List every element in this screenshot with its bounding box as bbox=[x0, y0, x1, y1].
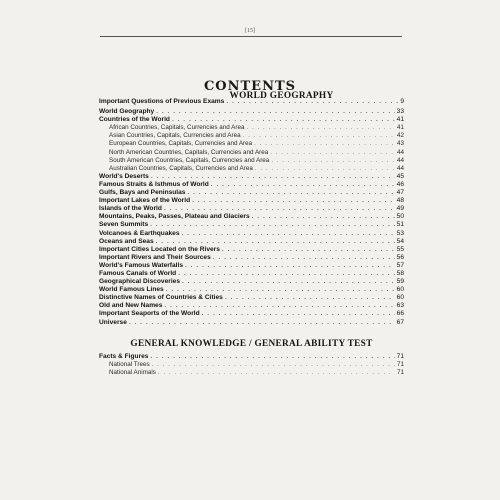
toc-entry-label: Countries of the World bbox=[99, 116, 170, 124]
leader-dots bbox=[172, 116, 395, 124]
toc-entry[interactable] bbox=[99, 205, 404, 213]
toc-entry-label: Distinctive Names of Countries & Cities bbox=[99, 294, 223, 302]
toc-entry-label: Volcanoes & Earthquakes bbox=[99, 229, 180, 237]
toc-entry-page: 66 bbox=[396, 310, 404, 318]
toc-entry-label: Seven Summits bbox=[99, 221, 149, 229]
toc-entry-page: 41 bbox=[396, 124, 404, 132]
toc-entry[interactable] bbox=[99, 286, 404, 294]
toc-entry-page: 49 bbox=[396, 205, 404, 213]
leader-dots bbox=[252, 213, 395, 221]
toc-entry-page: 50 bbox=[396, 213, 404, 221]
toc-entry[interactable] bbox=[99, 353, 404, 361]
toc-entry[interactable] bbox=[99, 157, 404, 165]
toc-entry-page: 45 bbox=[396, 172, 404, 180]
header-rule bbox=[100, 36, 402, 37]
leader-dots bbox=[182, 230, 395, 238]
toc-entry-label: World's Famous Waterfalls bbox=[99, 261, 184, 269]
leader-dots bbox=[166, 286, 395, 294]
toc-entry-label: Gulfs, Bays and Peninsulas bbox=[99, 189, 186, 197]
toc-entry-label: World Geography bbox=[99, 108, 155, 116]
leader-dots bbox=[243, 132, 395, 140]
toc-entry-page: 60 bbox=[396, 294, 404, 302]
toc-entry-label: South American Countries, Capitals, Currencies and Area bbox=[109, 156, 270, 164]
toc-entry-label: Mountains, Peaks, Passes, Plateau and Glaciers bbox=[99, 213, 250, 221]
leader-dots bbox=[225, 294, 395, 302]
page-number: [15] bbox=[245, 28, 255, 34]
leader-dots bbox=[202, 310, 395, 318]
toc-entry[interactable] bbox=[99, 221, 404, 229]
toc-entry[interactable] bbox=[99, 262, 404, 270]
toc-entry-page: 71 bbox=[396, 369, 404, 377]
toc-entry-page: 55 bbox=[396, 245, 404, 253]
toc-entry-label: Important Seaports of the World bbox=[99, 310, 200, 318]
toc-entry-page: 43 bbox=[396, 140, 404, 148]
leader-dots bbox=[151, 173, 395, 181]
toc-entry-page: 54 bbox=[396, 237, 404, 245]
leader-dots bbox=[270, 149, 395, 157]
toc-entry-label: Important Lakes of the World bbox=[99, 197, 191, 205]
toc-entry-page: 44 bbox=[396, 156, 404, 164]
toc-entry[interactable] bbox=[99, 310, 404, 318]
toc-entry[interactable] bbox=[99, 278, 404, 286]
toc-entry-page: 67 bbox=[396, 318, 404, 326]
toc-entry[interactable] bbox=[99, 270, 404, 278]
section-heading: WORLD GEOGRAPHY bbox=[229, 91, 334, 101]
toc-entry[interactable] bbox=[99, 230, 404, 238]
leader-dots bbox=[164, 205, 395, 213]
section-heading: GENERAL KNOWLEDGE / GENERAL ABILITY TEST bbox=[130, 338, 373, 349]
toc-entry-label: Important Rivers and Their Sources bbox=[99, 253, 211, 261]
toc-entry[interactable] bbox=[99, 294, 404, 302]
toc-entry-page: 9 bbox=[400, 98, 404, 105]
toc-entry[interactable] bbox=[99, 197, 404, 205]
toc-entry[interactable] bbox=[99, 302, 404, 310]
leader-dots bbox=[152, 361, 395, 369]
toc-entry-page: 71 bbox=[396, 361, 404, 369]
toc-entry-page: 44 bbox=[396, 148, 404, 156]
contents-title: CONTENTS bbox=[203, 79, 297, 94]
toc-entry-label: Famous Straits & Isthmus of World bbox=[99, 180, 209, 188]
toc-entry-label: National Animals bbox=[109, 369, 156, 377]
toc-entry-label: Old and New Names bbox=[99, 302, 163, 310]
toc-entry-page: 58 bbox=[396, 269, 404, 277]
leader-dots bbox=[150, 353, 394, 361]
toc-entry-label: European Countries, Capitals, Currencies and Area bbox=[109, 140, 253, 148]
leader-dots bbox=[246, 124, 395, 132]
leader-dots bbox=[185, 262, 395, 270]
toc-entry[interactable] bbox=[99, 369, 404, 377]
leader-dots bbox=[187, 189, 394, 197]
toc-entry-label: Geographical Discoveries bbox=[99, 278, 180, 286]
toc-entry[interactable] bbox=[99, 124, 404, 132]
toc-entry-page: 33 bbox=[396, 108, 404, 116]
leader-dots bbox=[213, 254, 395, 262]
toc-entry[interactable] bbox=[99, 246, 404, 254]
toc-entry-page: 48 bbox=[396, 197, 404, 205]
toc-entry-page: 59 bbox=[396, 278, 404, 286]
toc-entry-label: Australian Countries, Capitals, Currencies and Area bbox=[109, 164, 253, 172]
toc-entry-page: 44 bbox=[396, 164, 404, 172]
leader-dots bbox=[178, 270, 394, 278]
toc-entry[interactable] bbox=[99, 254, 404, 262]
toc-entry-page: 41 bbox=[396, 116, 404, 124]
toc-entry[interactable] bbox=[99, 173, 404, 181]
toc-entry-page: 46 bbox=[396, 180, 404, 188]
toc-entry-label: Asian Countries, Capitals, Currencies and Area bbox=[109, 132, 241, 140]
toc-entry-page: 51 bbox=[396, 221, 404, 229]
toc-entry-page: 42 bbox=[396, 132, 404, 140]
leader-dots bbox=[156, 108, 394, 116]
toc-entry-label: National Trees bbox=[109, 361, 150, 369]
toc-entry[interactable] bbox=[99, 189, 404, 197]
toc-entry[interactable] bbox=[99, 361, 404, 369]
toc-entry-page: 71 bbox=[396, 353, 404, 361]
toc-entry-label: North American Countries, Capitals, Currencies and Area bbox=[109, 148, 269, 156]
toc-entry-page: 57 bbox=[396, 261, 404, 269]
toc-entry-label: Famous Canals of World bbox=[99, 269, 177, 277]
toc-entry-label: World Famous Lines bbox=[99, 286, 164, 294]
toc-entry-label: Islands of the World bbox=[99, 205, 162, 213]
leader-dots bbox=[150, 221, 395, 229]
toc-entry[interactable] bbox=[99, 319, 404, 327]
toc-entry-page: 63 bbox=[396, 302, 404, 310]
toc-entry-label: Facts & Figures bbox=[99, 353, 149, 361]
leader-dots bbox=[182, 278, 395, 286]
leader-dots bbox=[129, 319, 395, 327]
toc-entry[interactable] bbox=[99, 213, 404, 221]
toc-entry-page: 56 bbox=[396, 253, 404, 261]
toc-entry-label: Universe bbox=[99, 318, 127, 326]
toc-entry-label: Important Questions of Previous Exams bbox=[99, 98, 225, 105]
toc-entry[interactable] bbox=[99, 132, 404, 140]
leader-dots bbox=[271, 157, 395, 165]
toc-entry[interactable] bbox=[99, 181, 404, 189]
toc-entry-label: Important Cities Located on the Rivers bbox=[99, 245, 220, 253]
leader-dots bbox=[211, 181, 395, 189]
toc-entry[interactable] bbox=[99, 165, 404, 173]
toc-entry-label: African Countries, Capitals, Currencies and Area bbox=[109, 124, 245, 132]
toc-entry-page: 53 bbox=[396, 229, 404, 237]
toc-entry[interactable] bbox=[99, 108, 404, 116]
toc-entry[interactable] bbox=[99, 238, 404, 246]
leader-dots bbox=[158, 369, 395, 377]
toc-entry[interactable] bbox=[99, 149, 404, 157]
leader-dots bbox=[222, 246, 395, 254]
leader-dots bbox=[156, 238, 395, 246]
toc-entry-page: 47 bbox=[396, 189, 404, 197]
table-of-contents bbox=[99, 91, 404, 377]
toc-entry[interactable] bbox=[99, 116, 404, 124]
toc-entry-label: Oceans and Seas bbox=[99, 237, 154, 245]
leader-dots bbox=[192, 197, 395, 205]
toc-entry-page: 60 bbox=[396, 286, 404, 294]
leader-dots bbox=[255, 165, 395, 173]
leader-dots bbox=[164, 302, 394, 310]
toc-entry-label: World's Deserts bbox=[99, 172, 149, 180]
leader-dots bbox=[254, 140, 395, 148]
toc-entry[interactable] bbox=[99, 140, 404, 148]
